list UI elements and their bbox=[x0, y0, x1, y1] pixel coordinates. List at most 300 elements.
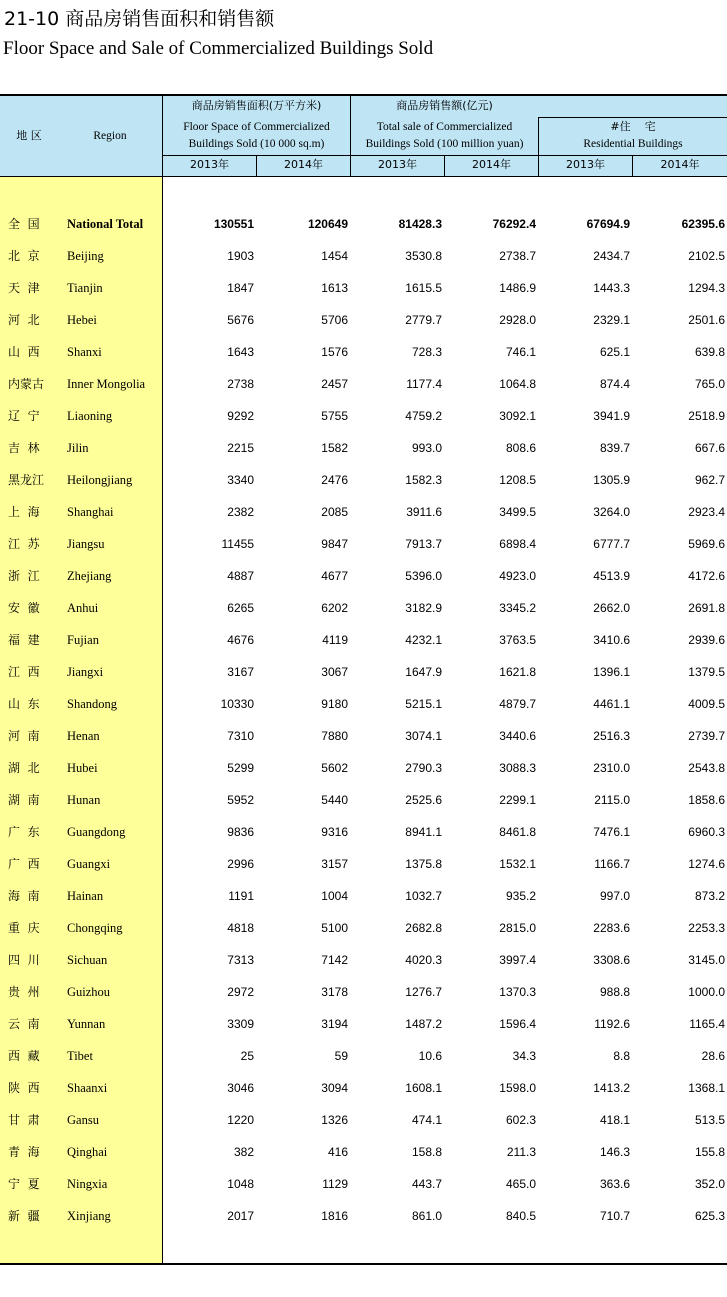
value-cell: 3167 bbox=[227, 665, 254, 679]
region-en: Jilin bbox=[67, 441, 89, 455]
table-row bbox=[0, 566, 727, 586]
value-cell: 3911.6 bbox=[406, 505, 442, 519]
region-en: Shanghai bbox=[67, 505, 114, 519]
value-cell: 1413.2 bbox=[593, 1081, 630, 1095]
value-cell: 11455 bbox=[221, 537, 254, 551]
value-cell: 2525.6 bbox=[405, 793, 442, 807]
value-cell: 1486.9 bbox=[499, 281, 536, 295]
table-row bbox=[0, 1174, 727, 1194]
region-cn: 海 南 bbox=[8, 889, 40, 903]
page-title-cn: 21-10 商品房销售面积和销售额 bbox=[4, 8, 275, 30]
value-cell: 1368.1 bbox=[688, 1081, 725, 1095]
region-cn: 广 东 bbox=[8, 825, 40, 839]
region-cn: 浙 江 bbox=[8, 569, 40, 583]
value-cell: 3997.4 bbox=[499, 953, 536, 967]
value-cell: 28.6 bbox=[701, 1049, 725, 1063]
region-cn: 湖 北 bbox=[8, 761, 40, 775]
region-cn: 湖 南 bbox=[8, 793, 40, 807]
region-en: Guangdong bbox=[67, 825, 126, 839]
value-cell: 2928.0 bbox=[499, 313, 536, 327]
value-cell: 465.0 bbox=[505, 1177, 536, 1191]
value-cell: 4759.2 bbox=[405, 409, 442, 423]
value-cell: 4513.9 bbox=[593, 569, 630, 583]
value-cell: 6960.3 bbox=[688, 825, 725, 839]
value-cell: 667.6 bbox=[694, 441, 725, 455]
value-cell: 418.1 bbox=[599, 1113, 630, 1127]
region-cn: 广 西 bbox=[8, 857, 40, 871]
value-cell: 3046 bbox=[227, 1081, 254, 1095]
value-cell: 2215 bbox=[227, 441, 254, 455]
value-cell: 1613 bbox=[321, 281, 348, 295]
table-row bbox=[0, 694, 727, 714]
value-cell: 4020.3 bbox=[405, 953, 442, 967]
value-cell: 602.3 bbox=[505, 1113, 536, 1127]
table-row bbox=[0, 726, 727, 746]
value-cell: 746.1 bbox=[505, 345, 536, 359]
region-en: Jiangsu bbox=[67, 537, 105, 551]
table-row bbox=[0, 758, 727, 778]
value-cell: 474.1 bbox=[411, 1113, 442, 1127]
value-cell: 62395.6 bbox=[681, 217, 725, 231]
value-cell: 2476 bbox=[321, 473, 348, 487]
region-cn: 山 东 bbox=[8, 697, 40, 711]
value-cell: 5100 bbox=[321, 921, 348, 935]
region-cn: 全 国 bbox=[8, 217, 40, 231]
table-row bbox=[0, 1110, 727, 1130]
value-cell: 2939.6 bbox=[688, 633, 725, 647]
region-en: Jiangxi bbox=[67, 665, 104, 679]
region-en: Henan bbox=[67, 729, 100, 743]
header-rule bbox=[162, 155, 727, 156]
value-cell: 1192.6 bbox=[594, 1017, 630, 1031]
region-cn: 宁 夏 bbox=[8, 1177, 40, 1191]
value-cell: 1596.4 bbox=[499, 1017, 536, 1031]
value-cell: 4879.7 bbox=[499, 697, 536, 711]
value-cell: 5952 bbox=[227, 793, 254, 807]
region-en: Zhejiang bbox=[67, 569, 112, 583]
region-cn: 北 京 bbox=[8, 249, 40, 263]
value-cell: 1274.6 bbox=[688, 857, 725, 871]
region-en: Yunnan bbox=[67, 1017, 106, 1031]
region-cn: 青 海 bbox=[8, 1145, 40, 1159]
value-cell: 861.0 bbox=[411, 1209, 442, 1223]
page-title-en: Floor Space and Sale of Commercialized Buildings Sold bbox=[3, 38, 434, 59]
value-cell: 25 bbox=[240, 1049, 254, 1063]
value-cell: 1598.0 bbox=[499, 1081, 536, 1095]
region-en: Sichuan bbox=[67, 953, 108, 967]
value-cell: 2691.8 bbox=[688, 601, 725, 615]
table-row bbox=[0, 630, 727, 650]
value-cell: 993.0 bbox=[411, 441, 442, 455]
value-cell: 9180 bbox=[321, 697, 348, 711]
value-cell: 2085 bbox=[321, 505, 348, 519]
value-cell: 9292 bbox=[227, 409, 254, 423]
value-cell: 7310 bbox=[227, 729, 254, 743]
value-cell: 81428.3 bbox=[398, 217, 442, 231]
value-cell: 2662.0 bbox=[593, 601, 630, 615]
value-cell: 9316 bbox=[321, 825, 348, 839]
region-en: Tibet bbox=[67, 1049, 93, 1063]
region-cn: 西 藏 bbox=[8, 1049, 40, 1063]
table-row bbox=[0, 662, 727, 682]
value-cell: 4119 bbox=[322, 633, 348, 647]
region-en: Heilongjiang bbox=[67, 473, 133, 487]
value-cell: 1177.4 bbox=[406, 377, 442, 391]
value-cell: 146.3 bbox=[599, 1145, 630, 1159]
table-row bbox=[0, 790, 727, 810]
value-cell: 7913.7 bbox=[405, 537, 442, 551]
header-year: 2013年 bbox=[566, 158, 605, 171]
table-row bbox=[0, 310, 727, 330]
header-year: 2013年 bbox=[190, 158, 229, 171]
value-cell: 1643 bbox=[227, 345, 254, 359]
value-cell: 3440.6 bbox=[499, 729, 536, 743]
value-cell: 9836 bbox=[227, 825, 254, 839]
table-row bbox=[0, 470, 727, 490]
value-cell: 443.7 bbox=[411, 1177, 442, 1191]
value-cell: 1048 bbox=[227, 1177, 254, 1191]
region-en: Beijing bbox=[67, 249, 104, 263]
header-rule bbox=[538, 117, 727, 118]
value-cell: 3157 bbox=[321, 857, 348, 871]
value-cell: 10.6 bbox=[418, 1049, 442, 1063]
header-bottom-rule bbox=[0, 176, 727, 177]
header-year: 2014年 bbox=[660, 158, 700, 171]
region-cn: 新 疆 bbox=[8, 1209, 40, 1223]
table-row bbox=[0, 950, 727, 970]
value-cell: 1582.3 bbox=[405, 473, 442, 487]
value-cell: 2299.1 bbox=[499, 793, 536, 807]
header-residential-cn: #住 宅 bbox=[610, 120, 656, 133]
value-cell: 935.2 bbox=[505, 889, 536, 903]
value-cell: 3309 bbox=[227, 1017, 254, 1031]
value-cell: 4009.5 bbox=[688, 697, 725, 711]
value-cell: 839.7 bbox=[599, 441, 630, 455]
top-rule bbox=[0, 94, 727, 96]
value-cell: 808.6 bbox=[505, 441, 536, 455]
region-en: Inner Mongolia bbox=[67, 377, 146, 391]
value-cell: 1004 bbox=[321, 889, 348, 903]
value-cell: 8.8 bbox=[613, 1049, 630, 1063]
value-cell: 1220 bbox=[227, 1113, 254, 1127]
value-cell: 3763.5 bbox=[499, 633, 536, 647]
value-cell: 1191 bbox=[228, 889, 254, 903]
value-cell: 120649 bbox=[307, 217, 348, 231]
header-year: 2014年 bbox=[284, 158, 323, 171]
value-cell: 6202 bbox=[321, 601, 348, 615]
value-cell: 1165.4 bbox=[689, 1017, 725, 1031]
table-row bbox=[0, 1142, 727, 1162]
value-cell: 4461.1 bbox=[593, 697, 630, 711]
region-en: Xinjiang bbox=[67, 1209, 111, 1223]
value-cell: 3094 bbox=[321, 1081, 348, 1095]
value-cell: 2779.7 bbox=[405, 313, 442, 327]
header-floor-en-1: Floor Space of Commercialized bbox=[183, 121, 330, 133]
region-en: Ningxia bbox=[67, 1177, 108, 1191]
value-cell: 710.7 bbox=[599, 1209, 630, 1223]
value-cell: 67694.9 bbox=[586, 217, 630, 231]
region-en: Chongqing bbox=[67, 921, 123, 935]
value-cell: 1858.6 bbox=[688, 793, 725, 807]
value-cell: 2115.0 bbox=[594, 793, 630, 807]
value-cell: 2253.3 bbox=[688, 921, 725, 935]
table-row bbox=[0, 854, 727, 874]
header-region-cn: 地 区 bbox=[16, 129, 42, 142]
value-cell: 211.3 bbox=[506, 1145, 536, 1159]
value-cell: 3145.0 bbox=[688, 953, 725, 967]
value-cell: 158.8 bbox=[411, 1145, 442, 1159]
value-cell: 3182.9 bbox=[405, 601, 442, 615]
value-cell: 1903 bbox=[227, 249, 254, 263]
value-cell: 1375.8 bbox=[405, 857, 442, 871]
value-cell: 874.4 bbox=[599, 377, 630, 391]
value-cell: 2972 bbox=[227, 985, 254, 999]
region-en: Anhui bbox=[67, 601, 99, 615]
value-cell: 1064.8 bbox=[499, 377, 536, 391]
region-cn: 内蒙古 bbox=[8, 377, 45, 391]
value-cell: 10330 bbox=[220, 697, 254, 711]
header-floor-cn: 商品房销售面积(万平方米) bbox=[191, 99, 322, 112]
value-cell: 3530.8 bbox=[405, 249, 442, 263]
region-en: Qinghai bbox=[67, 1145, 108, 1159]
value-cell: 639.8 bbox=[694, 345, 725, 359]
table-row bbox=[0, 438, 727, 458]
value-cell: 2434.7 bbox=[593, 249, 630, 263]
value-cell: 130551 bbox=[213, 217, 254, 231]
value-cell: 4232.1 bbox=[405, 633, 442, 647]
value-cell: 3074.1 bbox=[405, 729, 442, 743]
table-row bbox=[0, 598, 727, 618]
table-row bbox=[0, 406, 727, 426]
value-cell: 1379.5 bbox=[688, 665, 725, 679]
region-en: Tianjin bbox=[67, 281, 103, 295]
table-row bbox=[0, 1078, 727, 1098]
table-row bbox=[0, 982, 727, 1002]
value-cell: 2382 bbox=[227, 505, 254, 519]
value-cell: 3410.6 bbox=[593, 633, 630, 647]
value-cell: 416 bbox=[327, 1145, 348, 1159]
value-cell: 3340 bbox=[227, 473, 254, 487]
value-cell: 4923.0 bbox=[499, 569, 536, 583]
value-cell: 2518.9 bbox=[688, 409, 725, 423]
region-en: Shanxi bbox=[67, 345, 102, 359]
value-cell: 4887 bbox=[227, 569, 254, 583]
value-cell: 2923.4 bbox=[688, 505, 725, 519]
region-cn: 山 西 bbox=[8, 345, 40, 359]
value-cell: 2102.5 bbox=[688, 249, 725, 263]
value-cell: 155.8 bbox=[694, 1145, 725, 1159]
value-cell: 997.0 bbox=[599, 889, 630, 903]
value-cell: 1615.5 bbox=[405, 281, 442, 295]
value-cell: 2310.0 bbox=[593, 761, 630, 775]
region-en: Liaoning bbox=[67, 409, 113, 423]
table-row bbox=[0, 534, 727, 554]
value-cell: 840.5 bbox=[505, 1209, 536, 1223]
value-cell: 5969.6 bbox=[688, 537, 725, 551]
region-cn: 福 建 bbox=[8, 633, 40, 647]
value-cell: 1396.1 bbox=[593, 665, 630, 679]
value-cell: 765.0 bbox=[694, 377, 725, 391]
value-cell: 2329.1 bbox=[593, 313, 630, 327]
region-en: Gansu bbox=[67, 1113, 99, 1127]
value-cell: 1647.9 bbox=[405, 665, 442, 679]
value-cell: 2815.0 bbox=[499, 921, 536, 935]
region-cn: 吉 林 bbox=[8, 441, 40, 455]
table-row bbox=[0, 918, 727, 938]
table-row bbox=[0, 374, 727, 394]
value-cell: 1370.3 bbox=[499, 985, 536, 999]
value-cell: 3499.5 bbox=[499, 505, 536, 519]
header-residential-en: Residential Buildings bbox=[583, 138, 683, 150]
value-cell: 2738.7 bbox=[499, 249, 536, 263]
region-en: Hunan bbox=[67, 793, 101, 807]
value-cell: 988.8 bbox=[599, 985, 630, 999]
region-en: Guizhou bbox=[67, 985, 111, 999]
region-en: Shaanxi bbox=[67, 1081, 108, 1095]
value-cell: 3308.6 bbox=[593, 953, 630, 967]
value-cell: 3088.3 bbox=[499, 761, 536, 775]
value-cell: 1454 bbox=[321, 249, 348, 263]
region-cn: 贵 州 bbox=[8, 985, 40, 999]
value-cell: 6777.7 bbox=[593, 537, 630, 551]
header-floor-en-2: Buildings Sold (10 000 sq.m) bbox=[188, 138, 325, 150]
value-cell: 382 bbox=[233, 1145, 254, 1159]
value-cell: 76292.4 bbox=[492, 217, 536, 231]
value-cell: 2501.6 bbox=[688, 313, 725, 327]
value-cell: 2543.8 bbox=[688, 761, 725, 775]
value-cell: 2790.3 bbox=[405, 761, 442, 775]
region-cn: 江 西 bbox=[8, 665, 40, 679]
region-column-background bbox=[0, 176, 163, 1264]
table-row bbox=[0, 1206, 727, 1226]
value-cell: 363.6 bbox=[599, 1177, 630, 1191]
value-cell: 2283.6 bbox=[593, 921, 630, 935]
value-cell: 3092.1 bbox=[499, 409, 536, 423]
value-cell: 5676 bbox=[227, 313, 254, 327]
table-row bbox=[0, 1046, 727, 1066]
value-cell: 625.3 bbox=[694, 1209, 725, 1223]
value-cell: 1847 bbox=[227, 281, 254, 295]
value-cell: 2516.3 bbox=[593, 729, 630, 743]
value-cell: 1532.1 bbox=[499, 857, 536, 871]
value-cell: 3264.0 bbox=[593, 505, 630, 519]
value-cell: 625.1 bbox=[599, 345, 630, 359]
region-cn: 上 海 bbox=[8, 505, 40, 519]
value-cell: 5396.0 bbox=[405, 569, 442, 583]
region-en: Hainan bbox=[67, 889, 104, 903]
region-cn: 甘 肃 bbox=[8, 1113, 40, 1127]
value-cell: 3345.2 bbox=[499, 601, 536, 615]
region-cn: 天 津 bbox=[8, 281, 40, 295]
value-cell: 1576 bbox=[321, 345, 348, 359]
value-cell: 5299 bbox=[227, 761, 254, 775]
region-en: National Total bbox=[67, 217, 144, 231]
value-cell: 2738 bbox=[227, 377, 254, 391]
value-cell: 4677 bbox=[321, 569, 348, 583]
header-sale-en-1: Total sale of Commercialized bbox=[376, 121, 513, 133]
value-cell: 6898.4 bbox=[499, 537, 536, 551]
bottom-rule bbox=[0, 1263, 727, 1265]
value-cell: 4676 bbox=[227, 633, 254, 647]
region-cn: 四 川 bbox=[8, 953, 40, 967]
table-row bbox=[0, 886, 727, 906]
value-cell: 1294.3 bbox=[688, 281, 725, 295]
table-row bbox=[0, 342, 727, 362]
value-cell: 5440 bbox=[321, 793, 348, 807]
region-cn: 江 苏 bbox=[8, 537, 40, 551]
header-sale-cn: 商品房销售额(亿元) bbox=[396, 99, 493, 112]
value-cell: 7142 bbox=[321, 953, 348, 967]
table-row bbox=[0, 214, 727, 234]
value-cell: 2682.8 bbox=[405, 921, 442, 935]
value-cell: 1000.0 bbox=[688, 985, 725, 999]
value-cell: 8941.1 bbox=[405, 825, 442, 839]
value-cell: 352.0 bbox=[694, 1177, 725, 1191]
value-cell: 3067 bbox=[321, 665, 348, 679]
value-cell: 873.2 bbox=[694, 889, 725, 903]
value-cell: 1276.7 bbox=[405, 985, 442, 999]
header-year: 2014年 bbox=[472, 158, 511, 171]
region-cn: 安 徽 bbox=[8, 601, 40, 615]
value-cell: 1582 bbox=[321, 441, 348, 455]
value-cell: 4818 bbox=[227, 921, 254, 935]
value-cell: 59 bbox=[334, 1049, 348, 1063]
value-cell: 1608.1 bbox=[405, 1081, 442, 1095]
value-cell: 1129 bbox=[322, 1177, 348, 1191]
table-row bbox=[0, 822, 727, 842]
region-cn: 黑龙江 bbox=[8, 473, 45, 487]
value-cell: 8461.8 bbox=[499, 825, 536, 839]
region-cn: 河 北 bbox=[8, 313, 40, 327]
header-region-en: Region bbox=[93, 130, 127, 142]
region-cn: 河 南 bbox=[8, 729, 40, 743]
value-cell: 5602 bbox=[321, 761, 348, 775]
value-cell: 4172.6 bbox=[688, 569, 725, 583]
region-en: Fujian bbox=[67, 633, 99, 647]
value-cell: 7476.1 bbox=[593, 825, 630, 839]
region-cn: 重 庆 bbox=[8, 921, 40, 935]
region-cn: 辽 宁 bbox=[8, 409, 40, 423]
value-cell: 1166.7 bbox=[594, 857, 630, 871]
region-en: Guangxi bbox=[67, 857, 111, 871]
value-cell: 6265 bbox=[227, 601, 254, 615]
value-cell: 1305.9 bbox=[593, 473, 630, 487]
value-cell: 7880 bbox=[321, 729, 348, 743]
value-cell: 1487.2 bbox=[405, 1017, 442, 1031]
value-cell: 2457 bbox=[321, 377, 348, 391]
value-cell: 2739.7 bbox=[688, 729, 725, 743]
value-cell: 9847 bbox=[321, 537, 348, 551]
region-cn: 云 南 bbox=[8, 1017, 40, 1031]
value-cell: 3194 bbox=[321, 1017, 348, 1031]
table-row bbox=[0, 1014, 727, 1034]
header-year: 2013年 bbox=[378, 158, 417, 171]
value-cell: 5215.1 bbox=[405, 697, 442, 711]
value-cell: 3178 bbox=[321, 985, 348, 999]
value-cell: 1208.5 bbox=[499, 473, 536, 487]
value-cell: 1621.8 bbox=[499, 665, 536, 679]
value-cell: 1443.3 bbox=[593, 281, 630, 295]
value-cell: 2017 bbox=[227, 1209, 254, 1223]
value-cell: 3941.9 bbox=[593, 409, 630, 423]
value-cell: 34.3 bbox=[512, 1049, 536, 1063]
value-cell: 728.3 bbox=[411, 345, 442, 359]
value-cell: 5706 bbox=[321, 313, 348, 327]
table-row bbox=[0, 502, 727, 522]
value-cell: 7313 bbox=[227, 953, 254, 967]
value-cell: 1326 bbox=[321, 1113, 348, 1127]
value-cell: 1032.7 bbox=[405, 889, 442, 903]
